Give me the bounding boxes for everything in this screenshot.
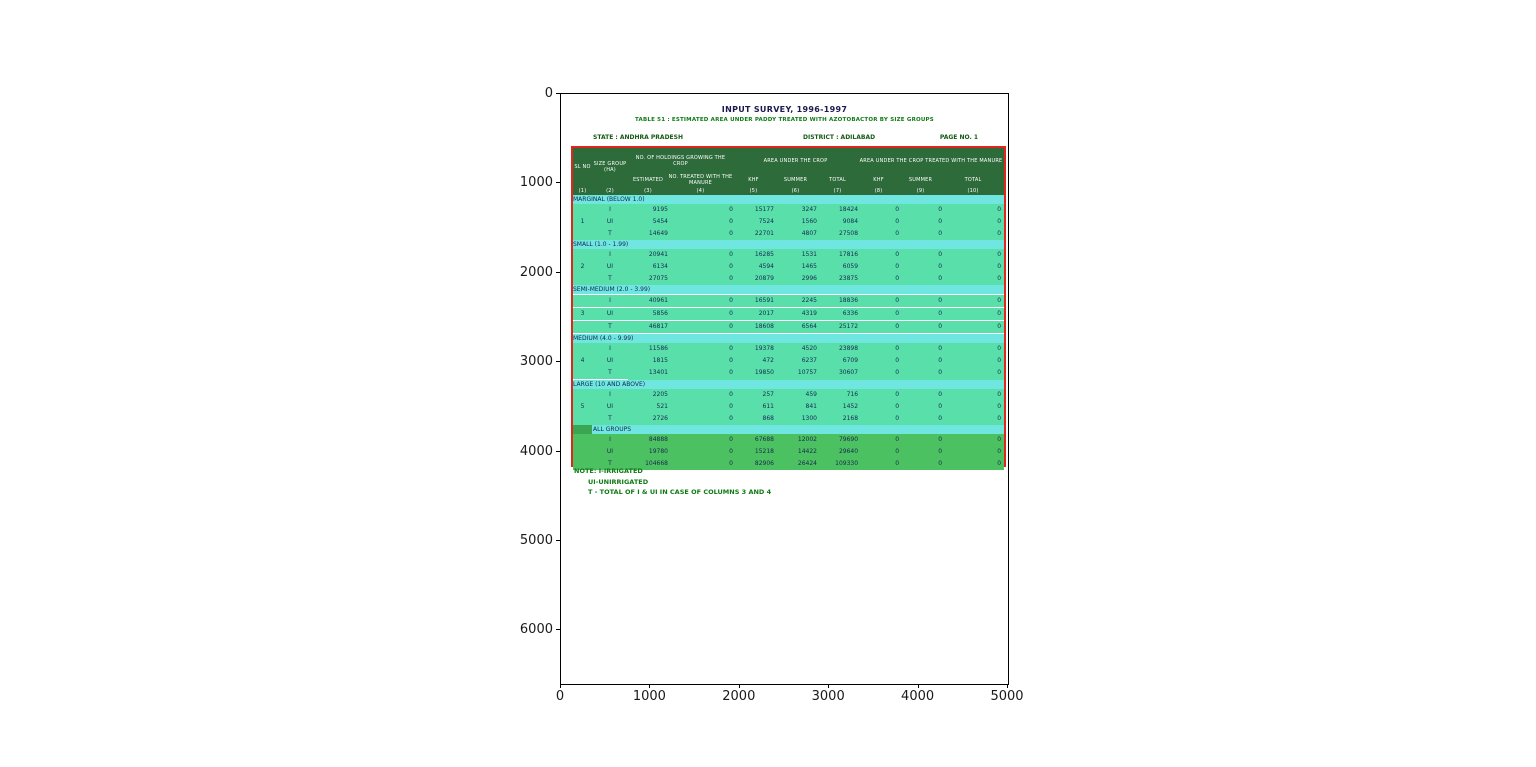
value-cell: 2168 [817, 413, 858, 425]
value-cell: 841 [774, 401, 817, 413]
value-cell: 472 [733, 355, 774, 367]
value-cell: 0 [899, 308, 942, 321]
value-cell: 6564 [774, 321, 817, 334]
data-row [573, 367, 1004, 380]
value-cell: 0 [858, 216, 899, 228]
plot-axes [560, 93, 1009, 685]
value-cell: 79690 [817, 434, 858, 446]
data-row [573, 446, 1004, 458]
header-summer: SUMMER [774, 173, 817, 186]
value-cell: 0 [668, 249, 733, 261]
value-cell: 23875 [817, 273, 858, 285]
value-cell: 0 [942, 446, 1004, 458]
header-summer-treated: SUMMER [899, 173, 942, 186]
value-cell: 0 [858, 228, 899, 240]
data-row [573, 355, 1004, 367]
value-cell: 0 [942, 216, 1004, 228]
value-cell: 0 [668, 401, 733, 413]
value-cell: 0 [858, 355, 899, 367]
irrigation-type-cell: I [592, 249, 628, 261]
value-cell: 9084 [817, 216, 858, 228]
sl-no-cell [573, 367, 592, 380]
value-cell: 16591 [733, 295, 774, 308]
value-cell: 0 [668, 446, 733, 458]
section-band [573, 195, 1004, 204]
data-row [573, 321, 1004, 334]
value-cell: 521 [628, 401, 668, 413]
value-cell: 7524 [733, 216, 774, 228]
value-cell: 0 [899, 228, 942, 240]
data-row [573, 216, 1004, 228]
value-cell: 0 [942, 343, 1004, 355]
value-cell: 0 [668, 228, 733, 240]
value-cell: 3247 [774, 204, 817, 216]
irrigation-type-cell: T [592, 228, 628, 240]
header-estimated: ESTIMATED [628, 173, 668, 186]
x-tick-label: 2000 [722, 689, 756, 704]
irrigation-type-cell: I [592, 389, 628, 401]
header-column-numbers [573, 186, 1004, 195]
sl-no-cell [573, 446, 592, 458]
y-tick-label: 3000 [519, 354, 553, 370]
y-tick-label: 4000 [519, 443, 553, 459]
header-khf: KHF [733, 173, 774, 186]
value-cell: 0 [942, 401, 1004, 413]
header-col-number: (8) [858, 186, 899, 195]
value-cell: 27508 [817, 228, 858, 240]
value-cell: 19780 [628, 446, 668, 458]
note-line: NOTE: I-IRRIGATED [574, 467, 643, 475]
value-cell: 0 [942, 458, 1004, 470]
y-tick-label: 5000 [519, 533, 553, 548]
header-col-number: (1) [573, 186, 592, 195]
value-cell: 0 [668, 204, 733, 216]
value-cell: 27075 [628, 273, 668, 285]
sl-no-cell [573, 321, 592, 334]
value-cell: 0 [858, 458, 899, 470]
value-cell: 0 [858, 343, 899, 355]
value-cell: 0 [899, 216, 942, 228]
irrigation-type-cell: UI [592, 446, 628, 458]
value-cell: 104668 [628, 458, 668, 470]
value-cell: 868 [733, 413, 774, 425]
survey-table [573, 148, 1004, 470]
irrigation-type-cell: UI [592, 401, 628, 413]
value-cell: 0 [899, 446, 942, 458]
value-cell: 26424 [774, 458, 817, 470]
survey-table-border [571, 146, 1006, 467]
irrigation-type-cell: T [592, 367, 628, 380]
value-cell: 716 [817, 389, 858, 401]
value-cell: 19378 [733, 343, 774, 355]
irrigation-type-cell: UI [592, 261, 628, 273]
sl-no-cell [573, 204, 592, 216]
value-cell: 18608 [733, 321, 774, 334]
value-cell: 14649 [628, 228, 668, 240]
value-cell: 6237 [774, 355, 817, 367]
irrigation-type-cell: T [592, 458, 628, 470]
section-label: SEMI-MEDIUM (2.0 - 3.99) [573, 285, 1004, 295]
value-cell: 0 [668, 458, 733, 470]
value-cell: 6336 [817, 308, 858, 321]
header-col-number: (10) [942, 186, 1004, 195]
value-cell: 12002 [774, 434, 817, 446]
value-cell: 20879 [733, 273, 774, 285]
value-cell: 0 [858, 261, 899, 273]
value-cell: 0 [899, 434, 942, 446]
table-body [573, 195, 1004, 470]
scanned-table-image [561, 94, 1008, 684]
sl-no-cell [573, 249, 592, 261]
section-band [573, 425, 1004, 434]
sl-no-cell [573, 343, 592, 355]
irrigation-type-cell: T [592, 413, 628, 425]
x-tick-label: 0 [555, 689, 565, 704]
value-cell: 0 [899, 261, 942, 273]
sl-no-cell [573, 295, 592, 308]
value-cell: 6709 [817, 355, 858, 367]
value-cell: 6134 [628, 261, 668, 273]
value-cell: 19850 [733, 367, 774, 380]
value-cell: 67688 [733, 434, 774, 446]
value-cell: 0 [668, 321, 733, 334]
section-band [573, 334, 1004, 344]
value-cell: 1815 [628, 355, 668, 367]
value-cell: 0 [899, 355, 942, 367]
value-cell: 14422 [774, 446, 817, 458]
header-col-number: (2) [592, 186, 628, 195]
header-col-number: (9) [899, 186, 942, 195]
irrigation-type-cell: UI [592, 308, 628, 321]
value-cell: 0 [668, 273, 733, 285]
value-cell: 1465 [774, 261, 817, 273]
y-tick-label: 2000 [519, 264, 553, 280]
sl-no-cell [573, 228, 592, 240]
value-cell: 9195 [628, 204, 668, 216]
header-no-treated: NO. TREATED WITH THE MANURE [668, 173, 733, 186]
x-tick-label: 1000 [632, 689, 666, 704]
value-cell: 0 [899, 249, 942, 261]
value-cell: 0 [899, 401, 942, 413]
value-cell: 0 [899, 367, 942, 380]
value-cell: 0 [942, 413, 1004, 425]
value-cell: 23898 [817, 343, 858, 355]
value-cell: 11586 [628, 343, 668, 355]
value-cell: 0 [899, 273, 942, 285]
value-cell: 0 [858, 446, 899, 458]
data-row [573, 261, 1004, 273]
section-label: MARGINAL (BELOW 1.0) [573, 195, 1004, 204]
value-cell: 10757 [774, 367, 817, 380]
value-cell: 0 [668, 261, 733, 273]
section-label: MEDIUM (4.0 - 9.99) [573, 334, 1004, 344]
sl-no-cell [573, 413, 592, 425]
page-number-label: PAGE NO. 1 [939, 134, 978, 141]
header-holdings-group: NO. OF HOLDINGS GROWING THE CROP [628, 148, 733, 173]
data-row [573, 413, 1004, 425]
value-cell: 0 [942, 295, 1004, 308]
value-cell: 0 [942, 389, 1004, 401]
value-cell: 0 [668, 216, 733, 228]
value-cell: 2017 [733, 308, 774, 321]
value-cell: 16285 [733, 249, 774, 261]
value-cell: 0 [899, 389, 942, 401]
value-cell: 1300 [774, 413, 817, 425]
irrigation-type-cell: I [592, 434, 628, 446]
value-cell: 0 [899, 321, 942, 334]
irrigation-type-cell: I [592, 295, 628, 308]
data-row [573, 389, 1004, 401]
irrigation-type-cell: T [592, 321, 628, 334]
document-meta-row [573, 134, 992, 143]
value-cell: 0 [899, 343, 942, 355]
sl-no-cell [573, 389, 592, 401]
value-cell: 5856 [628, 308, 668, 321]
value-cell: 257 [733, 389, 774, 401]
value-cell: 4319 [774, 308, 817, 321]
y-tick-label: 6000 [519, 622, 553, 638]
irrigation-type-cell: UI [592, 216, 628, 228]
document-subtitle: TABLE 51 : ESTIMATED AREA UNDER PADDY TREATED WITH AZOTOBACTOR BY SIZE GROUPS [635, 117, 934, 123]
value-cell: 29640 [817, 446, 858, 458]
value-cell: 4807 [774, 228, 817, 240]
irrigation-type-cell: I [592, 343, 628, 355]
value-cell: 22701 [733, 228, 774, 240]
value-cell: 0 [858, 434, 899, 446]
sl-no-cell: 1 [573, 216, 592, 228]
section-label: SMALL (1.0 - 1.99) [573, 240, 1004, 249]
data-row [573, 228, 1004, 240]
x-tick-label: 3000 [811, 689, 845, 704]
value-cell: 0 [942, 249, 1004, 261]
data-row [573, 343, 1004, 355]
value-cell: 84888 [628, 434, 668, 446]
data-row [573, 273, 1004, 285]
value-cell: 15177 [733, 204, 774, 216]
value-cell: 0 [942, 367, 1004, 380]
value-cell: 0 [668, 413, 733, 425]
value-cell: 0 [942, 308, 1004, 321]
value-cell: 0 [942, 261, 1004, 273]
section-band [573, 285, 1004, 295]
value-cell: 0 [858, 249, 899, 261]
value-cell: 25172 [817, 321, 858, 334]
table-notes [574, 466, 771, 498]
value-cell: 17816 [817, 249, 858, 261]
value-cell: 4594 [733, 261, 774, 273]
state-label: STATE : ANDHRA PRADESH [593, 134, 683, 141]
value-cell: 0 [942, 434, 1004, 446]
section-label: ALL GROUPS [592, 425, 1004, 434]
value-cell: 0 [858, 389, 899, 401]
value-cell: 0 [668, 355, 733, 367]
value-cell: 1531 [774, 249, 817, 261]
data-row [573, 401, 1004, 413]
value-cell: 0 [858, 367, 899, 380]
value-cell: 0 [668, 434, 733, 446]
value-cell: 18424 [817, 204, 858, 216]
header-col-number: (6) [774, 186, 817, 195]
sl-no-cell: 5 [573, 401, 592, 413]
header-area-group: AREA UNDER THE CROP [733, 148, 858, 173]
value-cell: 18836 [817, 295, 858, 308]
value-cell: 40961 [628, 295, 668, 308]
header-col-number: (4) [668, 186, 733, 195]
value-cell: 0 [942, 204, 1004, 216]
value-cell: 2996 [774, 273, 817, 285]
value-cell: 2205 [628, 389, 668, 401]
data-row [573, 434, 1004, 446]
value-cell: 611 [733, 401, 774, 413]
value-cell: 1560 [774, 216, 817, 228]
header-col-number: (5) [733, 186, 774, 195]
value-cell: 82906 [733, 458, 774, 470]
value-cell: 0 [942, 321, 1004, 334]
section-band [573, 240, 1004, 249]
value-cell: 0 [668, 308, 733, 321]
y-tick-label: 0 [544, 86, 553, 101]
sl-no-cell [573, 434, 592, 446]
value-cell: 109330 [817, 458, 858, 470]
header-khf-treated: KHF [858, 173, 899, 186]
value-cell: 0 [668, 367, 733, 380]
value-cell: 459 [774, 389, 817, 401]
header-area-treated-group: AREA UNDER THE CROP TREATED WITH THE MANURE [858, 148, 1004, 173]
data-row [573, 295, 1004, 308]
header-total: TOTAL [817, 173, 858, 186]
data-row [573, 204, 1004, 216]
value-cell: 6059 [817, 261, 858, 273]
value-cell: 0 [668, 295, 733, 308]
header-col-number: (7) [817, 186, 858, 195]
value-cell: 20941 [628, 249, 668, 261]
x-tick-label: 4000 [901, 689, 935, 704]
value-cell: 0 [858, 401, 899, 413]
all-groups-corner-block [573, 425, 592, 434]
irrigation-type-cell: T [592, 273, 628, 285]
data-row [573, 249, 1004, 261]
value-cell: 0 [899, 204, 942, 216]
value-cell: 0 [942, 273, 1004, 285]
value-cell: 2245 [774, 295, 817, 308]
value-cell: 0 [899, 413, 942, 425]
header-size-group: SIZE GROUP (HA) [592, 148, 628, 186]
value-cell: 30607 [817, 367, 858, 380]
sl-no-cell [573, 273, 592, 285]
value-cell: 0 [858, 413, 899, 425]
value-cell: 1452 [817, 401, 858, 413]
value-cell: 0 [668, 343, 733, 355]
sl-no-cell: 4 [573, 355, 592, 367]
value-cell: 15218 [733, 446, 774, 458]
table-header [573, 148, 1004, 195]
value-cell: 0 [899, 458, 942, 470]
sl-no-cell: 2 [573, 261, 592, 273]
irrigation-type-cell: UI [592, 355, 628, 367]
header-col-number: (3) [628, 186, 668, 195]
y-tick-label: 1000 [519, 175, 553, 191]
note-line: UI-UNIRRIGATED [588, 477, 649, 486]
section-band [573, 380, 1004, 390]
value-cell: 0 [858, 204, 899, 216]
x-tick-label: 5000 [990, 689, 1024, 704]
irrigation-type-cell: I [592, 204, 628, 216]
note-line: T - TOTAL OF I & UI IN CASE OF COLUMNS 3 AND 4 [588, 488, 772, 496]
value-cell: 0 [942, 228, 1004, 240]
value-cell: 5454 [628, 216, 668, 228]
header-total-treated: TOTAL [942, 173, 1004, 186]
document-title: INPUT SURVEY, 1996-1997 [721, 105, 848, 114]
section-label: LARGE (10 AND ABOVE) [573, 380, 1004, 390]
value-cell: 2726 [628, 413, 668, 425]
value-cell: 0 [668, 389, 733, 401]
value-cell: 0 [942, 355, 1004, 367]
value-cell: 0 [858, 321, 899, 334]
value-cell: 13401 [628, 367, 668, 380]
district-label: DISTRICT : ADILABAD [803, 134, 876, 141]
value-cell: 0 [858, 295, 899, 308]
value-cell: 46817 [628, 321, 668, 334]
value-cell: 0 [858, 308, 899, 321]
value-cell: 4520 [774, 343, 817, 355]
value-cell: 0 [899, 295, 942, 308]
data-row [573, 308, 1004, 321]
sl-no-cell: 3 [573, 308, 592, 321]
value-cell: 0 [858, 273, 899, 285]
header-sl-no: SL NO [573, 148, 592, 186]
